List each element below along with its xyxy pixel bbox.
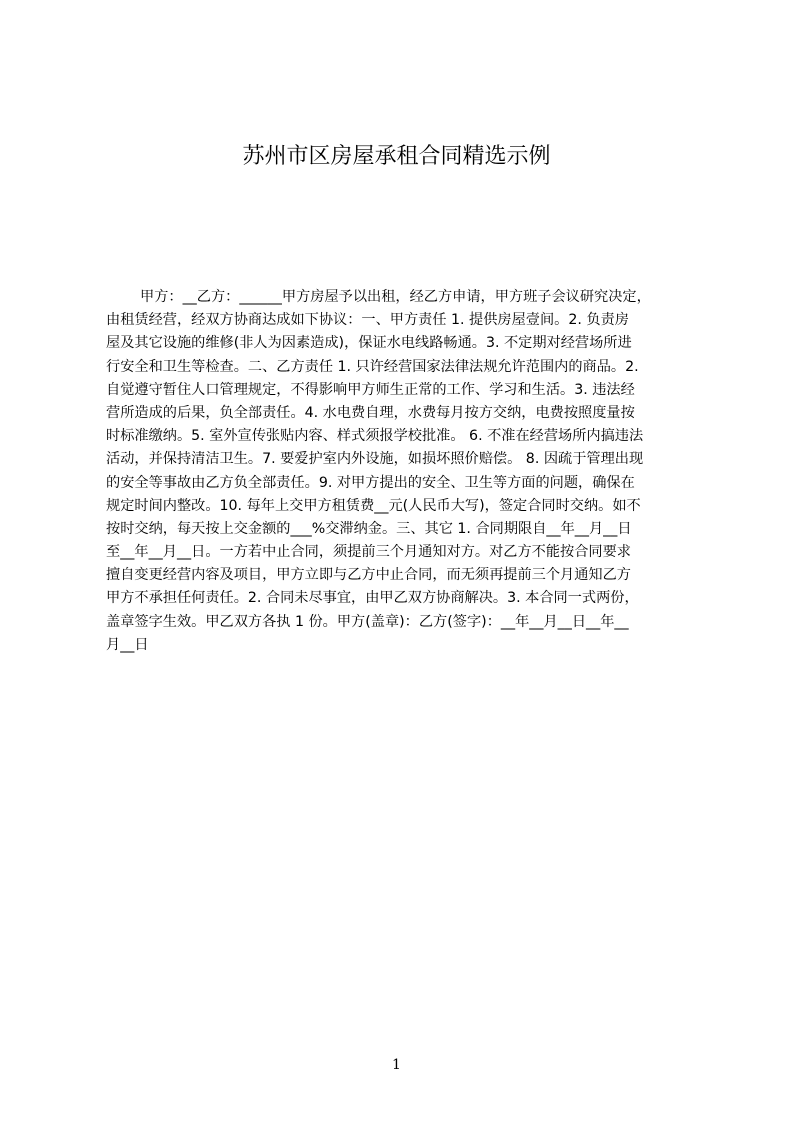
page-number: 1 (392, 1057, 401, 1073)
body-line-7: 时标准缴纳。5. 室外宣传张贴内容、样式须报学校批准。 6. 不准在经营场所内搞违法 (106, 428, 644, 445)
body-line-5: 自觉遵守暂住人口管理规定，不得影响甲方师生正常的工作、学习和生活。3. 违法经 (106, 381, 635, 398)
body-line-10: 规定时间内整改。10. 每年上交甲方租赁费__元(人民币大写)，签定合同时交纳。如不 (106, 497, 641, 514)
contract-body (106, 286, 698, 726)
body-line-8: 活动，并保持清洁卫生。7. 要爱护室内外设施，如损坏照价赔偿。 8. 因疏于管理出现 (106, 451, 644, 468)
body-line-13: 擅自变更经营内容及项目，甲方立即与乙方中止合同，而无须再提前三个月通知乙方 (106, 567, 631, 584)
body-line-1: 甲方：__乙方：______甲方房屋予以出租，经乙方申请，甲方班子会议研究决定， (140, 289, 651, 305)
body-line-12: 至__年__月__日。一方若中止合同，须提前三个月通知对方。对乙方不能按合同要求 (106, 544, 631, 561)
body-line-3: 屋及其它设施的维修(非人为因素造成)，保证水电线路畅通。3. 不定期对经营场所进 (106, 335, 632, 352)
body-line-6: 营所造成的后果，负全部责任。4. 水电费自理，水费每月按方交纳，电费按照度量按 (106, 404, 635, 421)
body-line-14: 甲方不承担任何责任。2. 合同未尽事宜，由甲乙双方协商解决。3. 本合同一式两份， (106, 590, 639, 607)
body-line-9: 的安全等事故由乙方负全部责任。9. 对甲方提出的安全、卫生等方面的问题，确保在 (106, 474, 635, 491)
body-line-11: 按时交纳，每天按上交金额的___%交滞纳金。三、其它 1. 合同期限自__年__月__日 (106, 520, 632, 537)
body-line-16: 月__日 (106, 636, 149, 653)
document-title: 苏州市区房屋承租合同精选示例 (242, 144, 551, 169)
body-line-15: 盖章签字生效。甲乙双方各执 1 份。甲方(盖章)：乙方(签字)：__年__月__日__年__ (106, 613, 629, 630)
body-line-2: 由租赁经营，经双方协商达成如下协议：一、甲方责任 1. 提供房屋壹间。2. 负责房 (106, 312, 629, 329)
body-line-4: 行安全和卫生等检查。二、乙方责任 1. 只许经营国家法律法规允许范围内的商品。2. (106, 358, 639, 375)
